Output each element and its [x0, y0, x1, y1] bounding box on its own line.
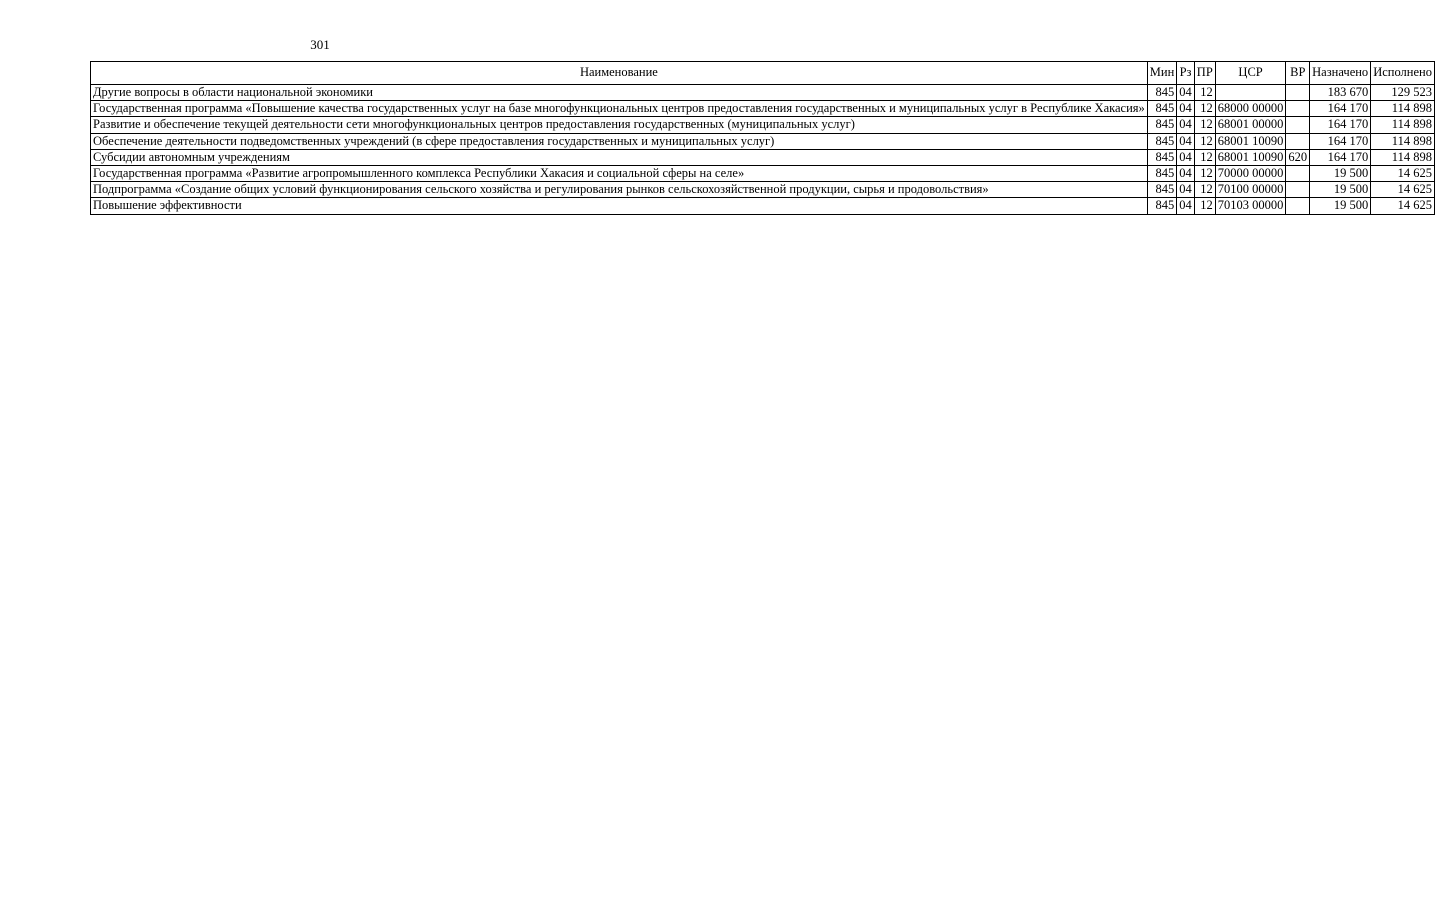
- row-rz: 04: [1177, 117, 1195, 133]
- row-min: 845: [1147, 198, 1177, 214]
- row-executed: 14 625: [1371, 182, 1435, 198]
- row-vr: [1286, 166, 1310, 182]
- row-pr: 12: [1194, 166, 1215, 182]
- row-vr: [1286, 85, 1310, 101]
- row-rz: 04: [1177, 101, 1195, 117]
- row-csr: 70100 00000: [1215, 182, 1286, 198]
- row-executed: 14 625: [1371, 166, 1435, 182]
- row-pr: 12: [1194, 198, 1215, 214]
- row-pr: 12: [1194, 101, 1215, 117]
- row-vr: [1286, 182, 1310, 198]
- table-row: [91, 133, 1435, 149]
- row-min: 845: [1147, 182, 1177, 198]
- row-name: Государственная программа «Повышение качества государственных услуг на базе многофункциональных центров предоставления государственных и муниципальных услуг в Республике Хакасия»: [91, 101, 1148, 117]
- column-header-assigned: Назначено: [1310, 62, 1371, 85]
- table-row: [91, 166, 1435, 182]
- row-min: 845: [1147, 117, 1177, 133]
- table-row: [91, 149, 1435, 165]
- row-name: Государственная программа «Развитие агропромышленного комплекса Республики Хакасия и социальной сферы на селе»: [91, 166, 1148, 182]
- row-rz: 04: [1177, 133, 1195, 149]
- row-csr: 68001 10090: [1215, 149, 1286, 165]
- row-assigned: 19 500: [1310, 198, 1371, 214]
- column-header-csr: ЦСР: [1215, 62, 1286, 85]
- row-assigned: 164 170: [1310, 117, 1371, 133]
- row-rz: 04: [1177, 198, 1195, 214]
- row-executed: 14 625: [1371, 198, 1435, 214]
- column-header-vr: ВР: [1286, 62, 1310, 85]
- row-min: 845: [1147, 85, 1177, 101]
- table-row: [91, 85, 1435, 101]
- row-min: 845: [1147, 133, 1177, 149]
- row-pr: 12: [1194, 85, 1215, 101]
- budget-table: [90, 61, 1435, 215]
- row-assigned: 164 170: [1310, 101, 1371, 117]
- row-vr: [1286, 101, 1310, 117]
- row-assigned: 164 170: [1310, 149, 1371, 165]
- row-min: 845: [1147, 101, 1177, 117]
- table-header-row: [91, 62, 1435, 85]
- column-header-pr: ПР: [1194, 62, 1215, 85]
- row-min: 845: [1147, 166, 1177, 182]
- row-rz: 04: [1177, 166, 1195, 182]
- row-pr: 12: [1194, 117, 1215, 133]
- row-csr: 70000 00000: [1215, 166, 1286, 182]
- row-name: Обеспечение деятельности подведомственных учреждений (в сфере предоставления государственных и муниципальных услуг): [91, 133, 1148, 149]
- row-pr: 12: [1194, 182, 1215, 198]
- row-assigned: 19 500: [1310, 166, 1371, 182]
- row-pr: 12: [1194, 149, 1215, 165]
- row-executed: 129 523: [1371, 85, 1435, 101]
- table-row: [91, 198, 1435, 214]
- row-rz: 04: [1177, 149, 1195, 165]
- row-name: Развитие и обеспечение текущей деятельности сети многофункциональных центров предоставления государственных (муниципальных услуг): [91, 117, 1148, 133]
- column-header-min: Мин: [1147, 62, 1177, 85]
- column-header-executed: Исполнено: [1371, 62, 1435, 85]
- row-executed: 114 898: [1371, 117, 1435, 133]
- row-assigned: 183 670: [1310, 85, 1371, 101]
- row-executed: 114 898: [1371, 133, 1435, 149]
- row-rz: 04: [1177, 182, 1195, 198]
- row-vr: [1286, 117, 1310, 133]
- row-name: Другие вопросы в области национальной экономики: [91, 85, 1148, 101]
- row-rz: 04: [1177, 85, 1195, 101]
- row-vr: [1286, 133, 1310, 149]
- table-row: [91, 182, 1435, 198]
- row-executed: 114 898: [1371, 101, 1435, 117]
- row-name: Субсидии автономным учреждениям: [91, 149, 1148, 165]
- column-header-rz: Рз: [1177, 62, 1195, 85]
- row-vr: [1286, 198, 1310, 214]
- row-pr: 12: [1194, 133, 1215, 149]
- page-number: 301: [310, 37, 330, 52]
- table-row: [91, 117, 1435, 133]
- row-executed: 114 898: [1371, 149, 1435, 165]
- table-row: [91, 101, 1435, 117]
- row-assigned: 19 500: [1310, 182, 1371, 198]
- row-assigned: 164 170: [1310, 133, 1371, 149]
- row-name: Повышение эффективности: [91, 198, 1148, 214]
- row-csr: [1215, 85, 1286, 101]
- row-min: 845: [1147, 149, 1177, 165]
- row-csr: 68000 00000: [1215, 101, 1286, 117]
- row-name: Подпрограмма «Создание общих условий функционирования сельского хозяйства и регулирования рынков сельскохозяйственной продукции, сырья и продовольствия»: [91, 182, 1148, 198]
- row-csr: 68001 00000: [1215, 117, 1286, 133]
- row-csr: 70103 00000: [1215, 198, 1286, 214]
- row-csr: 68001 10090: [1215, 133, 1286, 149]
- column-header-name: Наименование: [91, 62, 1148, 85]
- row-vr: 620: [1286, 149, 1310, 165]
